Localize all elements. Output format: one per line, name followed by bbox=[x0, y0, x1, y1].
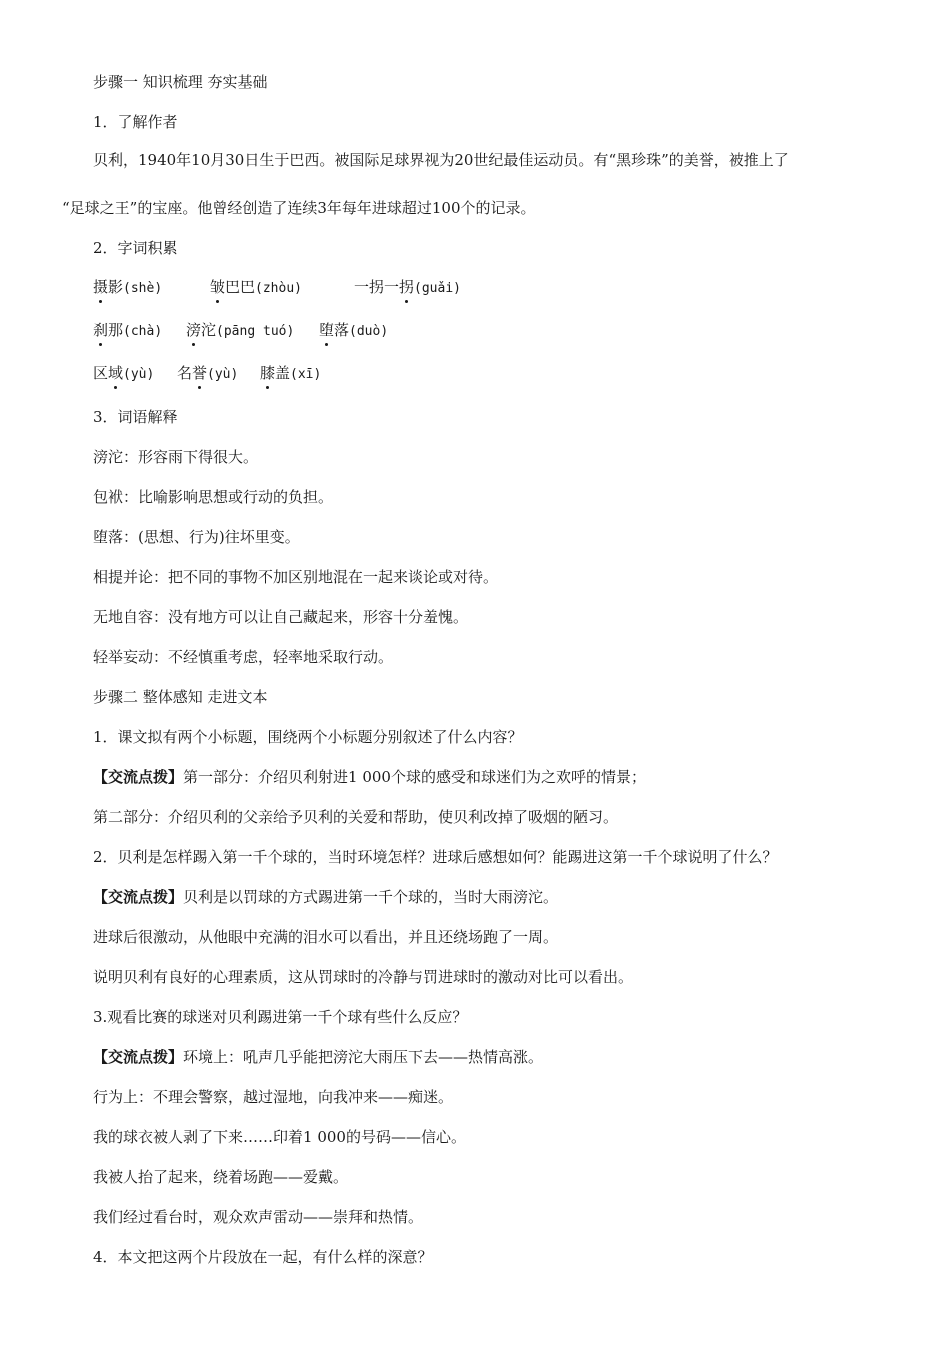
answer-tag: 【交流点拨】 bbox=[93, 888, 184, 906]
answer-3-line: 我被人抬了起来，绕着场跑——爱戴。 bbox=[93, 1168, 349, 1186]
answer-3-line: 我的球衣被人剥了下来……印着1 000的号码——信心。 bbox=[93, 1128, 466, 1146]
answer-1: 【交流点拨】第一部分：介绍贝利射进1 000个球的感受和球迷们为之欢呼的情景； bbox=[93, 768, 646, 786]
author-paragraph-line-2: “足球之王”的宝座。他曾经创造了连续3年每年进球超过100个的记录。 bbox=[62, 199, 536, 217]
vocab-item: 摄影(shè) bbox=[93, 278, 163, 296]
definition-item: 相提并论：把不同的事物不加区别地混在一起来谈论或对待。 bbox=[93, 568, 499, 586]
definition-item: 滂沱：形容雨下得很大。 bbox=[93, 448, 259, 466]
question-2: 2．贝利是怎样踢入第一千个球的，当时环境怎样？进球后感想如何？能踢进这第一千个球说明了什么？ bbox=[93, 848, 778, 866]
definition-item: 堕落：(思想、行为)往坏里变。 bbox=[93, 528, 300, 546]
vocab-item: 膝盖(xī) bbox=[260, 364, 322, 382]
definition-item: 包袱：比喻影响思想或行动的负担。 bbox=[93, 488, 334, 506]
section-vocabulary-title: 2．字词积累 bbox=[93, 239, 178, 257]
answer-tag: 【交流点拨】 bbox=[93, 1048, 184, 1066]
vocab-item: 刹那(chà) bbox=[93, 321, 163, 339]
answer-2-continued: 进球后很激动，从他眼中充满的泪水可以看出，并且还绕场跑了一周。 bbox=[93, 928, 559, 946]
answer-3-line: 行为上：不理会警察，越过湿地，向我冲来——痴迷。 bbox=[93, 1088, 454, 1106]
vocab-item: 滂沱(pāng tuó) bbox=[186, 321, 295, 339]
question-3: 3.观看比赛的球迷对贝利踢进第一千个球有些什么反应？ bbox=[93, 1008, 468, 1026]
section-author-title: 1．了解作者 bbox=[93, 113, 178, 131]
vocab-item: 区域(yù) bbox=[93, 364, 155, 382]
answer-1-continued: 第二部分：介绍贝利的父亲给予贝利的关爱和帮助，使贝利改掉了吸烟的陋习。 bbox=[93, 808, 619, 826]
step2-heading: 步骤二 整体感知 走进文本 bbox=[93, 688, 268, 706]
answer-2: 【交流点拨】贝利是以罚球的方式踢进第一千个球的，当时大雨滂沱。 bbox=[93, 888, 559, 906]
section-definitions-title: 3．词语解释 bbox=[93, 408, 178, 426]
question-1: 1．课文拟有两个小标题，围绕两个小标题分别叙述了什么内容？ bbox=[93, 728, 523, 746]
answer-tag: 【交流点拨】 bbox=[93, 768, 184, 786]
answer-2-continued: 说明贝利有良好的心理素质，这从罚球时的冷静与罚进球时的激动对比可以看出。 bbox=[93, 968, 634, 986]
author-paragraph-line-1: 贝利，1940年10月30日生于巴西。被国际足球界视为20世纪最佳运动员。有“黑珍珠”的美誉，被推上了 bbox=[93, 151, 789, 169]
definition-item: 无地自容：没有地方可以让自己藏起来，形容十分羞愧。 bbox=[93, 608, 469, 626]
definition-item: 轻举妄动：不经慎重考虑，轻率地采取行动。 bbox=[93, 648, 394, 666]
vocab-item: 一拐一拐(guǎi) bbox=[354, 278, 461, 296]
step1-heading: 步骤一 知识梳理 夯实基础 bbox=[93, 73, 268, 91]
vocab-item: 名誉(yù) bbox=[177, 364, 239, 382]
answer-3: 【交流点拨】环境上：吼声几乎能把滂沱大雨压下去——热情高涨。 bbox=[93, 1048, 544, 1066]
question-4: 4．本文把这两个片段放在一起，有什么样的深意？ bbox=[93, 1248, 433, 1266]
vocab-item: 皱巴巴(zhòu) bbox=[210, 278, 302, 296]
vocab-item: 堕落(duò) bbox=[319, 321, 389, 339]
answer-3-line: 我们经过看台时，观众欢声雷动——崇拜和热情。 bbox=[93, 1208, 424, 1226]
